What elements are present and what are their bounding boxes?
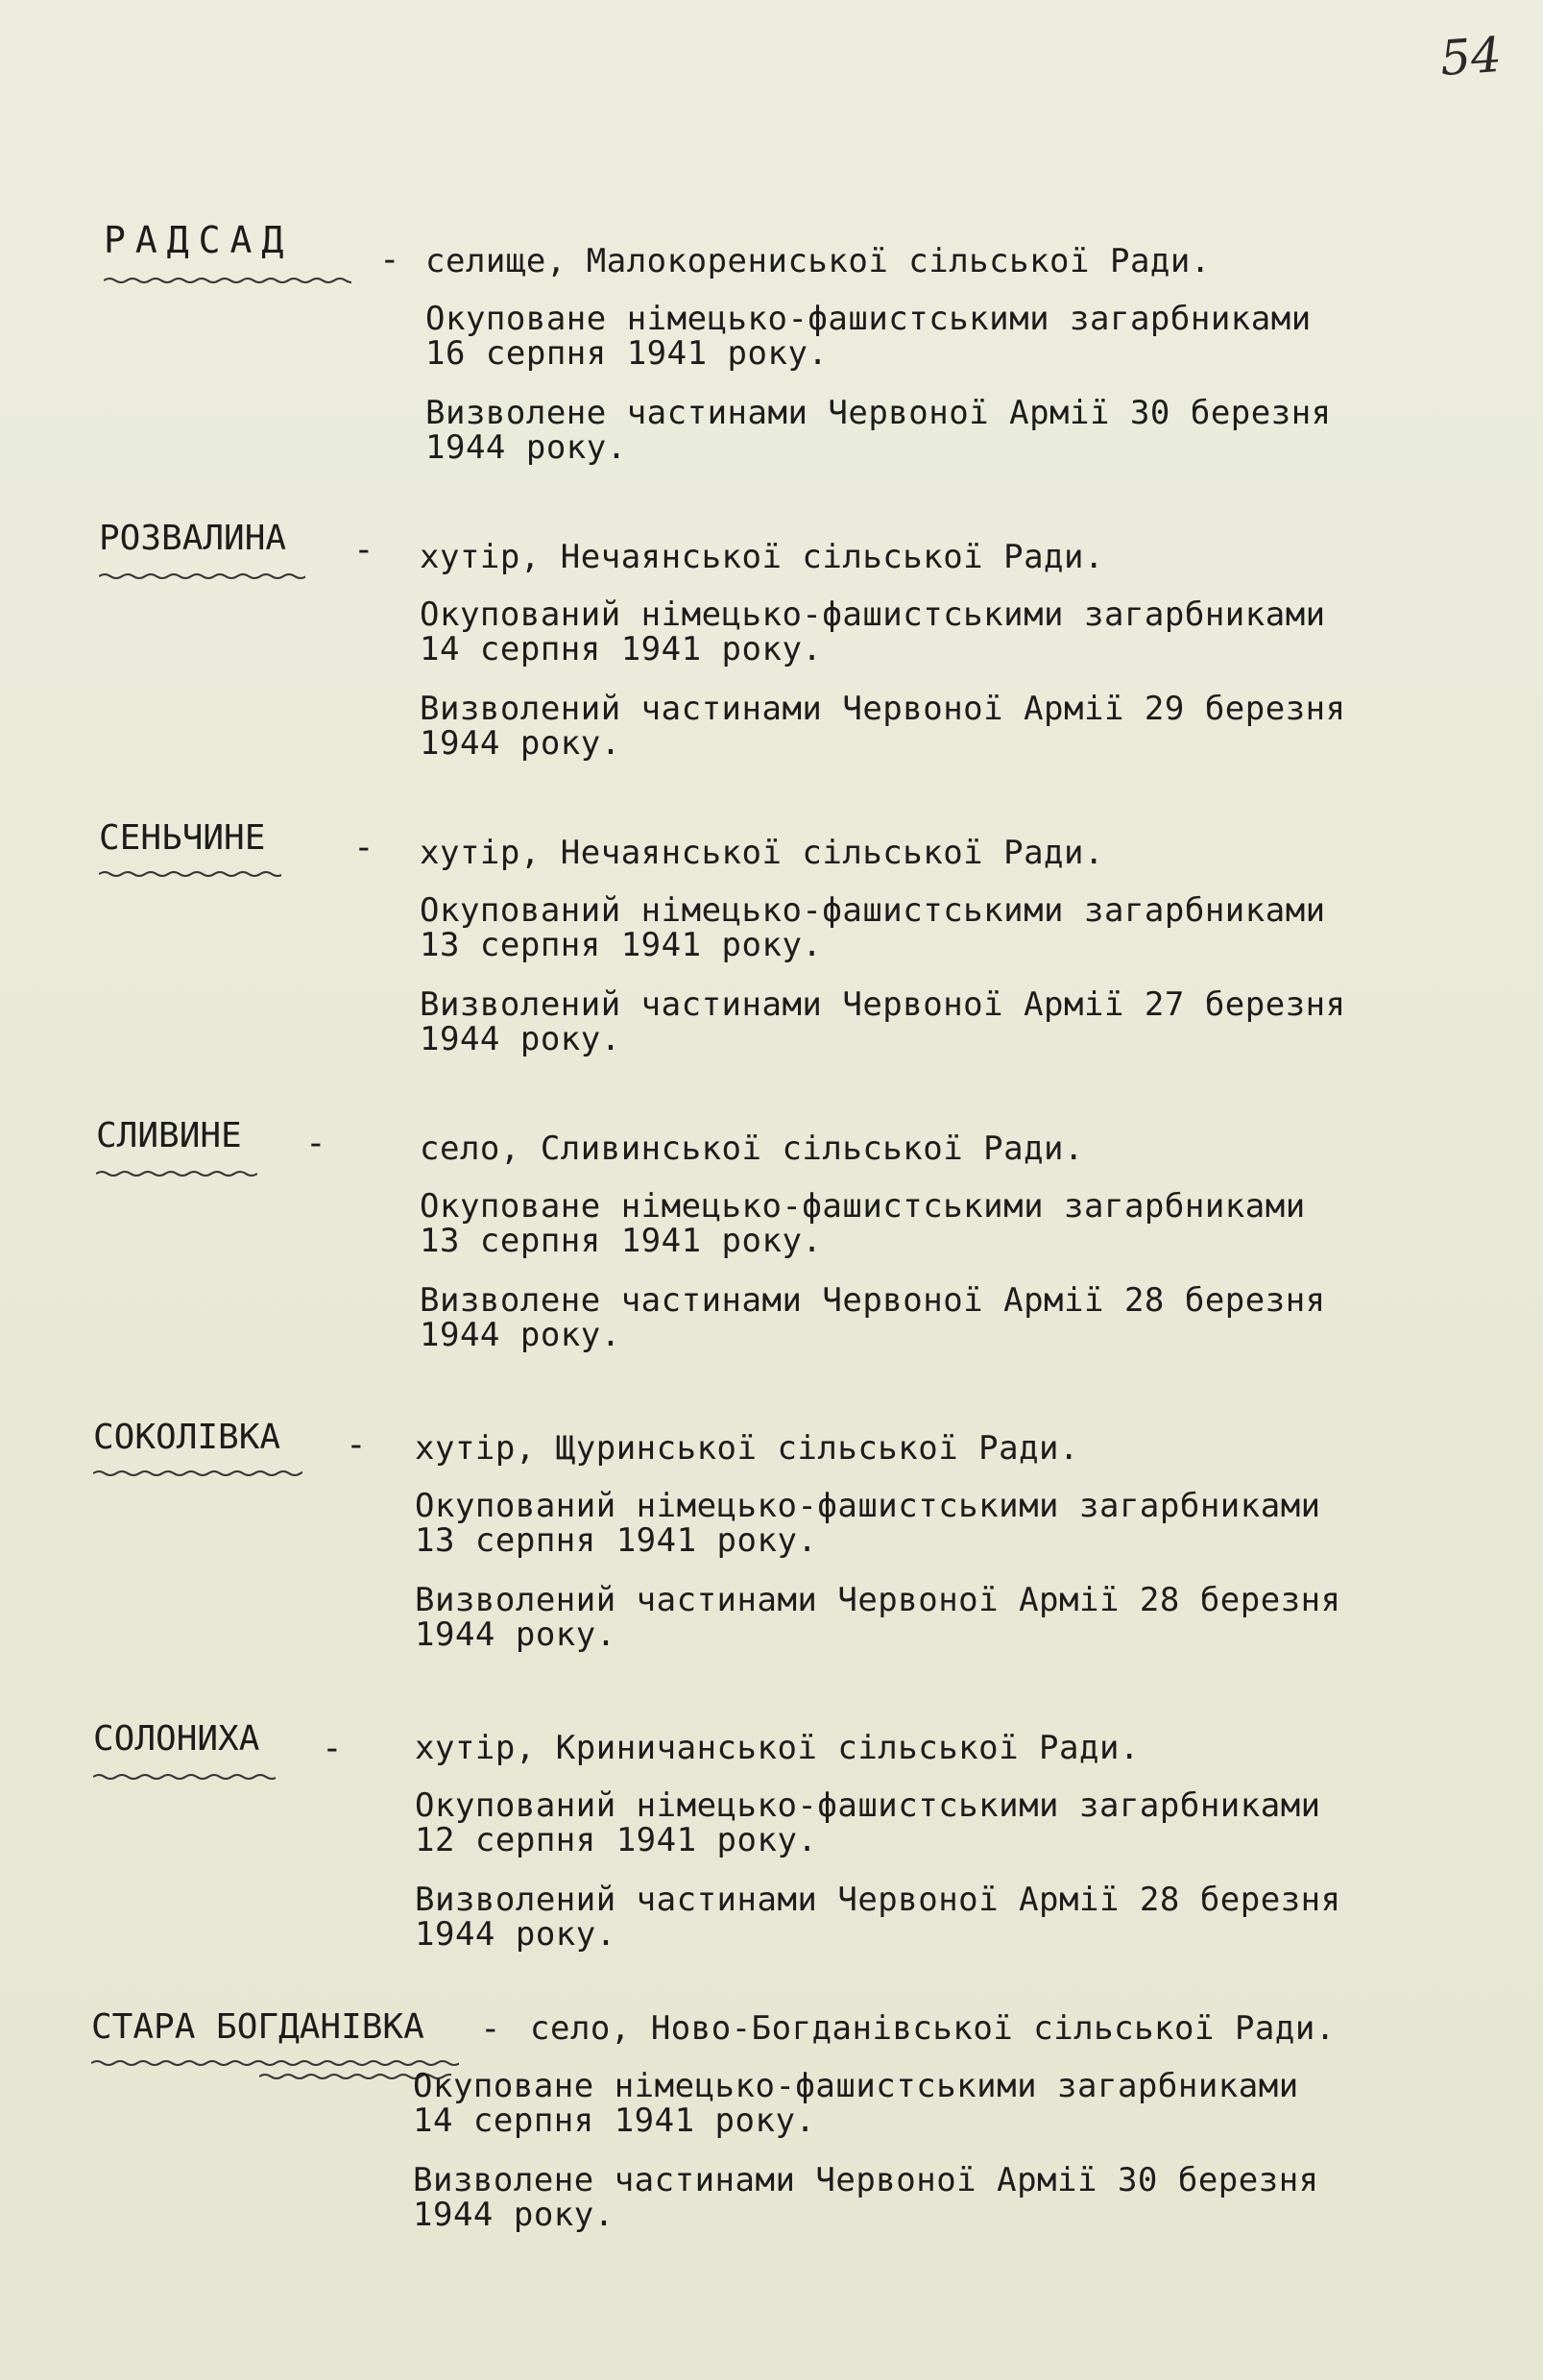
liberation-line-2: 1944 року. xyxy=(415,1915,616,1954)
liberation-line-1: Визволене частинами Червоної Армії 28 березня xyxy=(420,1281,1326,1320)
settlement-type-line: хутір, Криничанської сільської Ради. xyxy=(415,1729,1140,1767)
settlement-type-line: селище, Малокорениської сільської Ради. xyxy=(425,242,1211,280)
page-number: 54 xyxy=(1438,26,1504,87)
occupation-line-2: 14 серпня 1941 року. xyxy=(420,630,823,668)
settlement-type-line: село, Ново-Богданівської сільської Ради. xyxy=(530,2009,1336,2048)
settlement-name: СТАРА БОГДАНІВКА xyxy=(91,2007,424,2047)
occupation-line-2: 13 серпня 1941 року. xyxy=(420,926,823,964)
occupation-line-1: Окуповане німецько-фашистськими загарбниками xyxy=(420,1187,1306,1226)
occupation-line-2: 16 серпня 1941 року. xyxy=(425,334,829,373)
name-dash: - xyxy=(379,240,400,279)
name-underline xyxy=(96,1170,257,1178)
settlement-type-line: хутір, Нечаянської сільської Ради. xyxy=(420,834,1104,872)
liberation-line-2: 1944 року. xyxy=(420,1316,621,1354)
name-dash: - xyxy=(353,828,374,867)
liberation-line-1: Визволений частинами Червоної Армії 29 березня xyxy=(420,690,1346,728)
liberation-line-2: 1944 року. xyxy=(420,1020,621,1058)
occupation-line-1: Окупований німецько-фашистськими загарбниками xyxy=(415,1487,1321,1525)
settlement-type-line: хутір, Щуринської сільської Ради. xyxy=(415,1429,1080,1468)
settlement-type-line: село, Сливинської сільської Ради. xyxy=(420,1129,1085,1168)
liberation-line-1: Визволене частинами Червоної Армії 30 березня xyxy=(413,2161,1319,2199)
settlement-name: РАДСАД xyxy=(104,219,294,261)
settlement-name: СОЛОНИХА xyxy=(93,1719,260,1759)
occupation-line-2: 12 серпня 1941 року. xyxy=(415,1821,818,1859)
name-underline xyxy=(104,277,351,284)
liberation-line-1: Визволений частинами Червоної Армії 27 березня xyxy=(420,985,1346,1024)
settlement-name: СЕНЬЧИНЕ xyxy=(99,818,266,858)
name-underline xyxy=(93,1469,302,1477)
occupation-line-2: 13 серпня 1941 року. xyxy=(415,1521,818,1560)
occupation-line-1: Окуповане німецько-фашистськими загарбниками xyxy=(413,2067,1299,2105)
occupation-line-1: Окупований німецько-фашистськими загарбниками xyxy=(420,595,1326,634)
name-dash: - xyxy=(305,1124,326,1163)
liberation-line-2: 1944 року. xyxy=(420,724,621,763)
occupation-line-1: Окупований німецько-фашистськими загарбниками xyxy=(415,1786,1321,1825)
occupation-line-1: Окупований німецько-фашистськими загарбниками xyxy=(420,891,1326,930)
liberation-line-2: 1944 року. xyxy=(413,2196,615,2234)
name-underline xyxy=(99,572,305,580)
liberation-line-1: Визволений частинами Червоної Армії 28 березня xyxy=(415,1881,1341,1919)
name-dash: - xyxy=(346,1425,367,1465)
settlement-name: СОКОЛІВКА xyxy=(93,1418,281,1457)
liberation-line-1: Визволений частинами Червоної Армії 28 березня xyxy=(415,1581,1341,1619)
liberation-line-2: 1944 року. xyxy=(415,1615,616,1654)
settlement-type-line: хутір, Нечаянської сільської Ради. xyxy=(420,538,1104,576)
name-underline xyxy=(91,2059,459,2067)
name-underline xyxy=(93,1773,276,1781)
liberation-line-2: 1944 року. xyxy=(425,428,627,467)
name-dash: - xyxy=(353,530,374,570)
liberation-line-1: Визволене частинами Червоної Армії 30 березня xyxy=(425,394,1332,432)
settlement-name: СЛИВИНЕ xyxy=(96,1116,242,1155)
occupation-line-2: 14 серпня 1941 року. xyxy=(413,2101,816,2140)
name-dash: - xyxy=(480,2009,501,2049)
occupation-line-2: 13 серпня 1941 року. xyxy=(420,1222,823,1260)
name-dash: - xyxy=(322,1729,343,1768)
occupation-line-1: Окуповане німецько-фашистськими загарбниками xyxy=(425,300,1312,338)
settlement-name: РОЗВАЛИНА xyxy=(99,519,287,558)
name-underline xyxy=(99,870,281,878)
